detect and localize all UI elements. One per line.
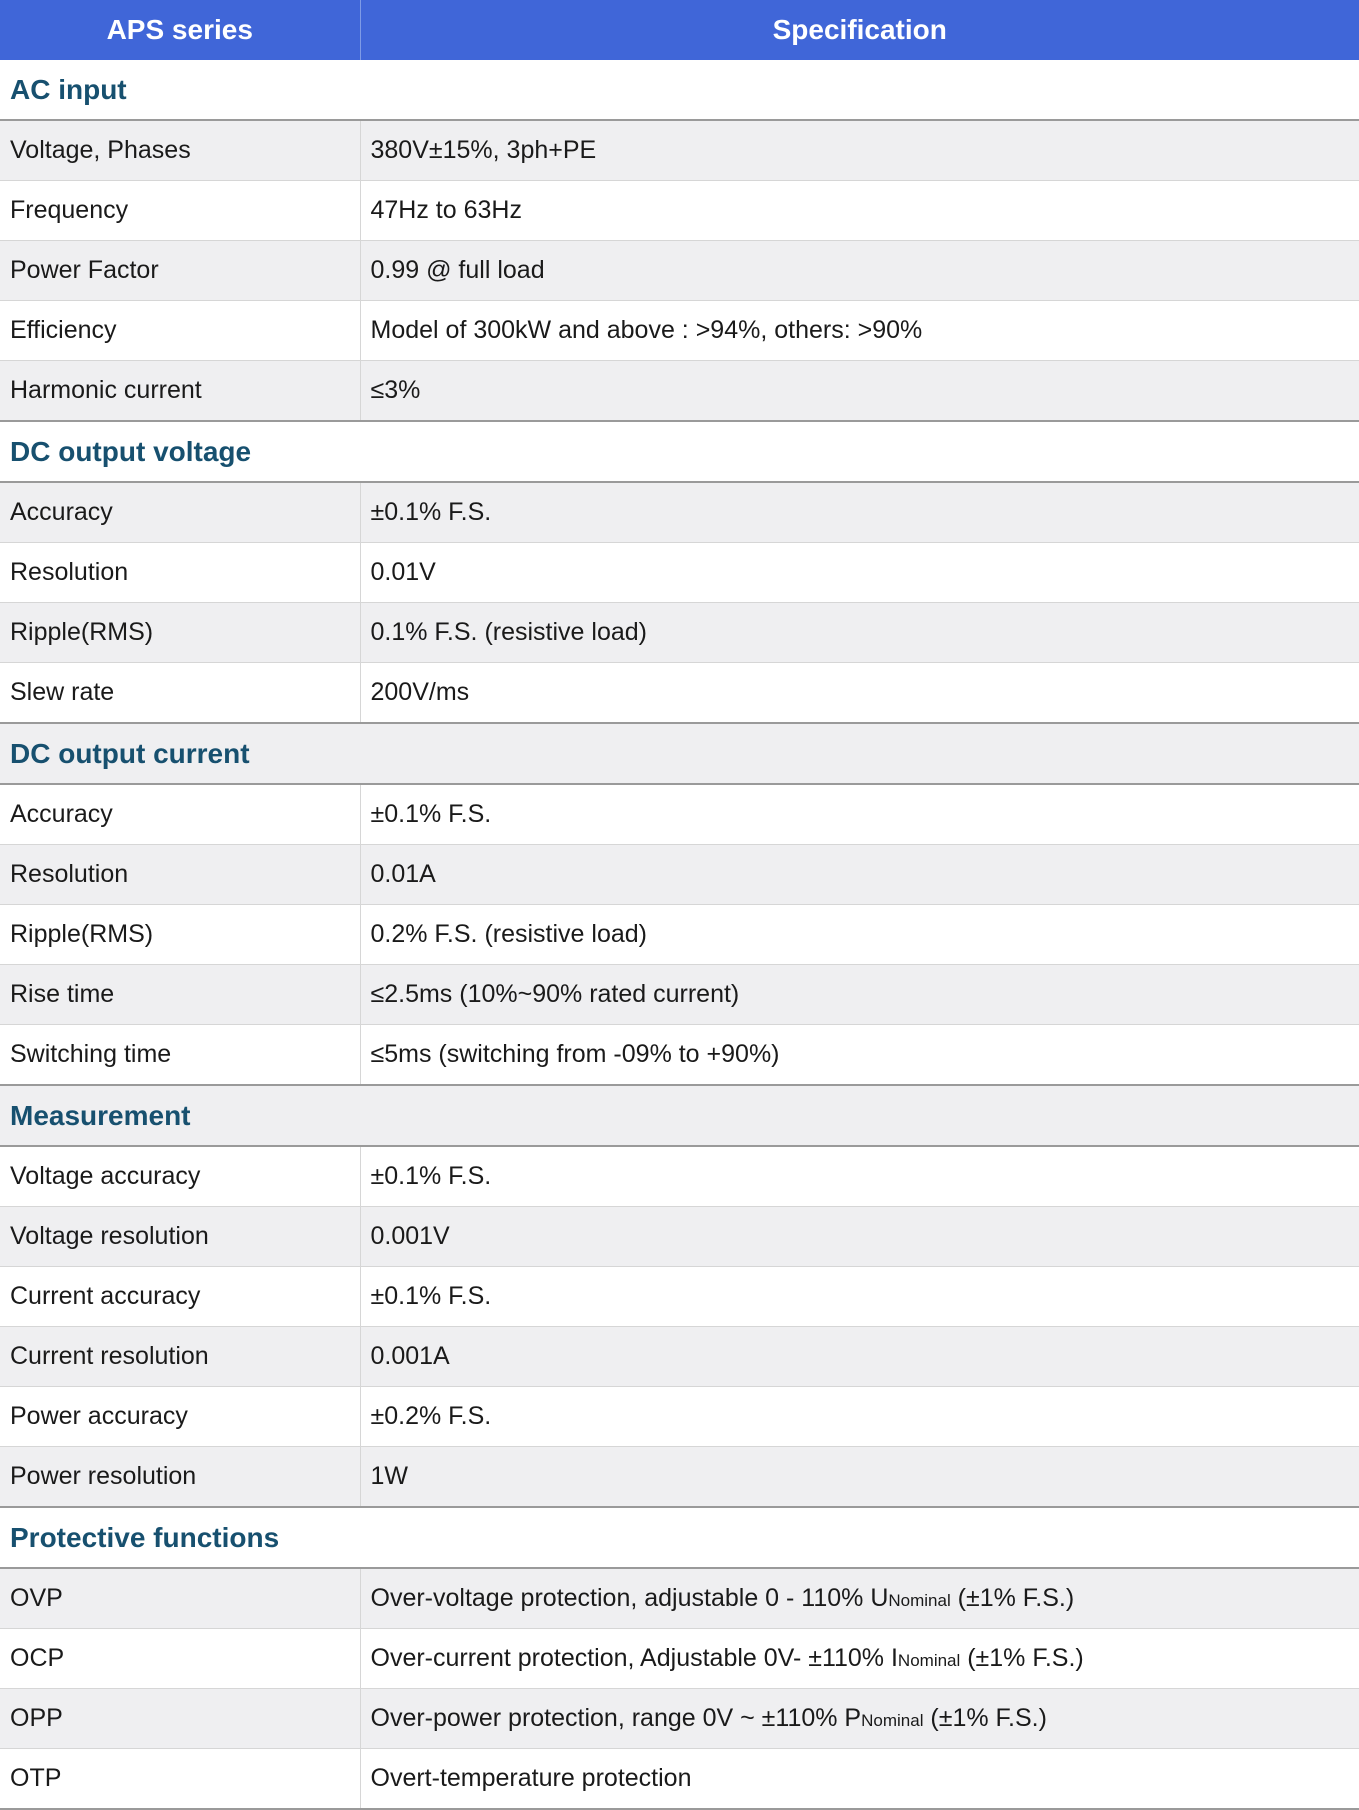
section-dc-output-current	[0, 723, 1359, 784]
table-row	[0, 1387, 1359, 1447]
row-label: OPP	[0, 1689, 360, 1749]
row-label: Ripple(RMS)	[0, 905, 360, 965]
row-label: Voltage accuracy	[0, 1146, 360, 1207]
table-row	[0, 603, 1359, 663]
row-label: Frequency	[0, 181, 360, 241]
value-text: Over-voltage protection, adjustable 0 - 110% U	[370, 1584, 889, 1612]
value-text: 0.01A	[370, 860, 436, 888]
row-value	[360, 120, 1359, 181]
row-label: Switching time	[0, 1025, 360, 1086]
table-row	[0, 482, 1359, 543]
value-suffix: (±1% F.S.)	[960, 1644, 1084, 1672]
table-row	[0, 1146, 1359, 1207]
section-title: AC input	[0, 60, 1359, 120]
value-text: Over-power protection, range 0V ~ ±110% P	[370, 1704, 862, 1732]
value-text: 200V/ms	[370, 678, 470, 706]
table-row	[0, 1207, 1359, 1267]
value-subscript: Nominal	[897, 1651, 961, 1670]
row-label: Voltage, Phases	[0, 120, 360, 181]
row-value	[360, 361, 1359, 422]
value-text: 1W	[370, 1462, 408, 1490]
row-label: OCP	[0, 1629, 360, 1689]
table-row	[0, 361, 1359, 422]
row-label: Efficiency	[0, 301, 360, 361]
value-text: 380V±15%, 3ph+PE	[370, 136, 597, 164]
row-label: Power Factor	[0, 241, 360, 301]
row-value	[360, 603, 1359, 663]
section-protective-functions	[0, 1507, 1359, 1568]
row-label: Slew rate	[0, 663, 360, 724]
section-ac-input	[0, 60, 1359, 120]
header-specification: Specification	[360, 0, 1359, 60]
table-row	[0, 965, 1359, 1025]
table-row	[0, 845, 1359, 905]
value-suffix: (±1% F.S.)	[950, 1584, 1075, 1612]
table-row	[0, 1568, 1359, 1629]
header-series: APS series	[0, 0, 360, 60]
row-value	[360, 905, 1359, 965]
table-row	[0, 663, 1359, 724]
row-value	[360, 1267, 1359, 1327]
table-row	[0, 1629, 1359, 1689]
row-value	[360, 1146, 1359, 1207]
row-value	[360, 1207, 1359, 1267]
row-label: Current accuracy	[0, 1267, 360, 1327]
value-text: Model of 300kW and above : >94%, others: >90%	[370, 316, 923, 344]
value-text: 0.001V	[370, 1222, 450, 1250]
value-text: 0.99 @ full load	[370, 256, 545, 284]
table-row	[0, 1267, 1359, 1327]
row-label: OTP	[0, 1749, 360, 1810]
row-label: Ripple(RMS)	[0, 603, 360, 663]
row-label: Power resolution	[0, 1447, 360, 1508]
row-value	[360, 241, 1359, 301]
row-value	[360, 181, 1359, 241]
value-suffix: (±1% F.S.)	[923, 1704, 1047, 1732]
value-text: ±0.1% F.S.	[370, 1282, 492, 1310]
section-measurement	[0, 1085, 1359, 1146]
value-text: Over-current protection, Adjustable 0V- ±110% I	[370, 1644, 898, 1672]
section-title: Measurement	[0, 1085, 1359, 1146]
row-value	[360, 1327, 1359, 1387]
row-label: Accuracy	[0, 784, 360, 845]
row-label: Rise time	[0, 965, 360, 1025]
row-value	[360, 1629, 1359, 1689]
value-text: ±0.1% F.S.	[370, 800, 492, 828]
value-text: 0.1% F.S. (resistive load)	[370, 618, 647, 646]
table-row	[0, 241, 1359, 301]
value-text: 47Hz to 63Hz	[370, 196, 522, 224]
row-value	[360, 845, 1359, 905]
row-value	[360, 301, 1359, 361]
table-row	[0, 301, 1359, 361]
table-row	[0, 1689, 1359, 1749]
value-subscript: Nominal	[861, 1711, 924, 1730]
value-text: 0.2% F.S. (resistive load)	[370, 920, 647, 948]
row-label: Accuracy	[0, 482, 360, 543]
value-subscript: Nominal	[888, 1591, 951, 1610]
row-value	[360, 1387, 1359, 1447]
row-value	[360, 1749, 1359, 1810]
table-header	[0, 0, 1359, 60]
section-title: DC output current	[0, 723, 1359, 784]
value-text: ≤3%	[370, 376, 421, 404]
table-row	[0, 120, 1359, 181]
row-value	[360, 1447, 1359, 1508]
value-text: ±0.1% F.S.	[370, 1162, 492, 1190]
value-text: 0.01V	[370, 558, 436, 586]
section-title: Protective functions	[0, 1507, 1359, 1568]
row-label: Resolution	[0, 543, 360, 603]
table-row	[0, 784, 1359, 845]
value-text: ±0.2% F.S.	[370, 1402, 492, 1430]
spec-body	[0, 60, 1359, 1809]
table-row	[0, 1749, 1359, 1810]
row-value	[360, 965, 1359, 1025]
value-text: ±0.1% F.S.	[370, 498, 492, 526]
table-row	[0, 543, 1359, 603]
table-row	[0, 1447, 1359, 1508]
table-row	[0, 1327, 1359, 1387]
table-row	[0, 1025, 1359, 1086]
value-text: ≤5ms (switching from -09% to +90%)	[370, 1040, 780, 1068]
section-dc-output-voltage	[0, 421, 1359, 482]
row-value	[360, 482, 1359, 543]
row-label: Current resolution	[0, 1327, 360, 1387]
row-value	[360, 1025, 1359, 1086]
value-text: Overt-temperature protection	[370, 1764, 692, 1792]
row-value	[360, 1568, 1359, 1629]
table-row	[0, 181, 1359, 241]
row-label: Resolution	[0, 845, 360, 905]
row-value	[360, 784, 1359, 845]
table-row	[0, 905, 1359, 965]
row-label: Voltage resolution	[0, 1207, 360, 1267]
value-text: 0.001A	[370, 1342, 450, 1370]
row-label: Harmonic current	[0, 361, 360, 422]
row-value	[360, 663, 1359, 724]
row-label: Power accuracy	[0, 1387, 360, 1447]
row-value	[360, 543, 1359, 603]
section-title: DC output voltage	[0, 421, 1359, 482]
row-label: OVP	[0, 1568, 360, 1629]
value-text: ≤2.5ms (10%~90% rated current)	[370, 980, 740, 1008]
row-value	[360, 1689, 1359, 1749]
